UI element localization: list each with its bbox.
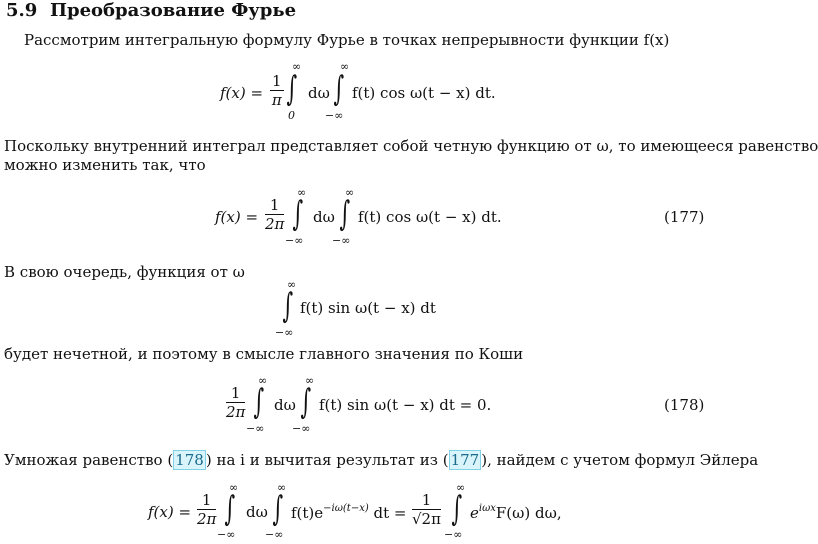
eqlast-fraction1 — [197, 491, 216, 528]
eqlast-lower1: −∞ — [217, 528, 236, 541]
eq1-fraction — [270, 72, 284, 109]
eqsin-lower: −∞ — [275, 326, 294, 339]
eqlast-upper3: ∞ — [456, 481, 466, 494]
eqlast-exp1: −iω(t−x) — [323, 503, 369, 514]
ref-178-link[interactable]: 178 — [175, 451, 204, 469]
para6-text-c: , найдем с учетом формул Эйлера — [487, 451, 759, 469]
eq1-lhs: f(x) = — [220, 84, 264, 102]
eq177-upper2: ∞ — [345, 186, 355, 199]
eqlast-dw: dω — [246, 503, 268, 521]
para6-text-a: Умножая равенство — [4, 451, 163, 469]
eqlast-body2b: F(ω) dω, — [495, 504, 562, 522]
eq1-upper2: ∞ — [340, 60, 350, 73]
eq178-integral1: ∫ — [253, 382, 265, 422]
paragraph-2: Поскольку внутренний интеграл представляет собой четную функцию от ω, то имеющееся равенство — [4, 137, 818, 155]
paragraph-6: Умножая равенство ( 178 ) на i и вычитая результат из ( 177 ), найдем с учетом формул Эйлера — [4, 451, 759, 469]
eqlast-lower2: −∞ — [265, 528, 284, 541]
eq177-lhs: f(x) = — [215, 208, 259, 226]
eq177-upper1: ∞ — [297, 186, 307, 199]
eq178-upper1: ∞ — [258, 374, 268, 387]
eq178-upper2: ∞ — [305, 374, 315, 387]
paragraph-4: В свою очередь, функция от ω — [4, 263, 245, 281]
eq178-frac-den: 2π — [226, 403, 246, 421]
eqlast-frac1-den: 2π — [197, 510, 217, 528]
eq177-lower2: −∞ — [332, 234, 351, 247]
eqlast-frac2-num: 1 — [412, 491, 441, 510]
eqlast-integral1: ∫ — [224, 489, 236, 529]
eq1-lower1: 0 — [288, 109, 295, 122]
eqlast-body1b: dt = — [373, 504, 407, 522]
eq177-frac-num: 1 — [265, 196, 284, 215]
eq178-lower1: −∞ — [246, 422, 265, 435]
eq1-upper1: ∞ — [292, 60, 302, 73]
eqsin-upper: ∞ — [287, 278, 297, 291]
eqlast-body1-text: f(t)e — [291, 504, 324, 522]
eqlast-lower3: −∞ — [444, 528, 463, 541]
eqlast-upper2: ∞ — [277, 481, 287, 494]
eq177-integral2: ∫ — [339, 194, 351, 234]
eq178-body: f(t) sin ω(t − x) dt = 0. — [319, 396, 492, 414]
eq178-frac-num: 1 — [226, 384, 245, 403]
eqlast-body2 — [470, 503, 562, 522]
eq1-frac-den: π — [271, 91, 282, 109]
eqsin-body: f(t) sin ω(t − x) dt — [300, 299, 436, 317]
eqlast-frac2-den: √2π — [412, 510, 441, 528]
ref-177-link[interactable]: 177 — [450, 451, 480, 469]
eqlast-body1 — [291, 503, 407, 522]
eq177-number: (177) — [664, 208, 705, 226]
eq178-lower2: −∞ — [292, 422, 311, 435]
eq178-number: (178) — [664, 396, 705, 414]
paragraph-3: можно изменить так, что — [4, 156, 206, 174]
eq1-dw: dω — [308, 84, 330, 102]
eq1-body: f(t) cos ω(t − x) dt. — [352, 84, 496, 102]
eqlast-upper1: ∞ — [229, 481, 239, 494]
eq1-integral1: ∫ — [286, 69, 298, 109]
eq178-integral2: ∫ — [300, 382, 312, 422]
eqsin-integral: ∫ — [282, 286, 294, 326]
eq177-integral1: ∫ — [292, 194, 304, 234]
eq177-frac-den: 2π — [265, 215, 285, 233]
paragraph-1: Рассмотрим интегральную формулу Фурье в точках непрерывности функции f(x) — [24, 31, 670, 49]
eqlast-body2-text: e — [470, 504, 479, 522]
eqlast-fraction2 — [412, 491, 441, 528]
eq178-dw: dω — [274, 396, 296, 414]
eq1-frac-num: 1 — [272, 72, 282, 90]
eqlast-lhs: f(x) = — [148, 503, 192, 521]
eqlast-exp2: iωx — [478, 503, 496, 514]
para6-text-b: на i и вычитая результат из — [216, 451, 438, 469]
eq177-dw: dω — [313, 208, 335, 226]
eqlast-integral3: ∫ — [451, 489, 463, 529]
eq1-integral2: ∫ — [333, 69, 345, 109]
eq178-fraction — [226, 384, 245, 421]
eqlast-integral2: ∫ — [272, 489, 284, 529]
eq177-lower1: −∞ — [285, 234, 304, 247]
section-number: 5.9 — [6, 0, 38, 21]
section-title: Преобразование Фурье — [50, 0, 297, 21]
eq1-lower2: −∞ — [325, 109, 344, 122]
paragraph-5: будет нечетной, и поэтому в смысле главного значения по Коши — [4, 345, 524, 363]
section-heading — [6, 0, 296, 21]
eq177-body: f(t) cos ω(t − x) dt. — [358, 208, 502, 226]
eqlast-frac1-num: 1 — [197, 491, 216, 510]
eq177-fraction — [265, 196, 284, 233]
